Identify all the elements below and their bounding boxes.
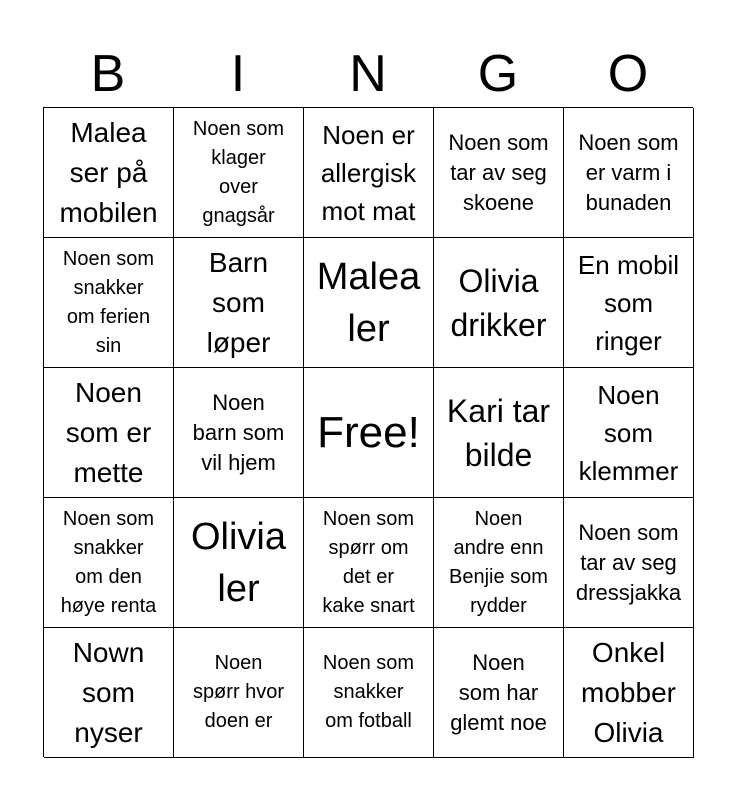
bingo-cell[interactable]: [44, 238, 174, 368]
cell-text: Noen spørr hvor doen er: [192, 652, 285, 732]
bingo-cell[interactable]: [564, 108, 694, 238]
header-letter-g: G: [477, 45, 519, 103]
header-letter-n: N: [349, 45, 387, 103]
bingo-cell[interactable]: [44, 108, 174, 238]
cell-text: Free!: [317, 407, 420, 457]
cell-text: Noen som snakker om ferien sin: [62, 247, 155, 357]
bingo-cell[interactable]: [44, 628, 174, 758]
bingo-cell[interactable]: [174, 108, 304, 238]
bingo-cell[interactable]: [564, 368, 694, 498]
cell-text: Noen som snakker om fotball: [322, 652, 415, 732]
cell-text: Noen barn som vil hjem: [192, 389, 285, 475]
cell-text: Onkel mobber Olivia: [581, 636, 676, 748]
bingo-cell[interactable]: [434, 368, 564, 498]
cell-text: Noen som tar av seg skoene: [448, 129, 549, 215]
bingo-cell[interactable]: [434, 108, 564, 238]
cell-text: En mobil som ringer: [577, 249, 680, 356]
cell-text: Noen er allergisk mot mat: [320, 119, 417, 226]
cell-text: Malea ler: [316, 255, 421, 350]
bingo-cell[interactable]: [174, 368, 304, 498]
cell-text: Nown som nyser: [72, 636, 145, 748]
cell-text: Kari tar bilde: [446, 392, 551, 473]
cell-text: Olivia ler: [190, 515, 287, 610]
bingo-cell[interactable]: [564, 628, 694, 758]
bingo-cell[interactable]: [304, 498, 434, 628]
bingo-cell[interactable]: [44, 368, 174, 498]
cell-text: Olivia drikker: [450, 262, 547, 343]
cell-text: Noen som spørr om det er kake snart: [322, 507, 415, 617]
bingo-grid: [43, 107, 693, 757]
bingo-cell[interactable]: [174, 498, 304, 628]
bingo-cell[interactable]: [564, 238, 694, 368]
header-letter-b: B: [90, 45, 126, 103]
cell-text: Noen som klager over gnagsår: [192, 117, 285, 227]
header-letter-i: I: [230, 45, 246, 103]
cell-text: Barn som løper: [206, 246, 271, 358]
bingo-cell[interactable]: [434, 238, 564, 368]
bingo-cell[interactable]: [434, 628, 564, 758]
free-cell[interactable]: [304, 368, 434, 498]
cell-text: Noen som snakker om den høye renta: [60, 507, 157, 617]
cell-text: Noen som har glemt noe: [450, 649, 547, 735]
cell-text: Noen som tar av seg dressjakka: [575, 519, 682, 605]
bingo-header: [43, 42, 693, 106]
bingo-cell[interactable]: [304, 238, 434, 368]
bingo-cell[interactable]: [44, 498, 174, 628]
bingo-cell[interactable]: [174, 238, 304, 368]
bingo-cell[interactable]: [434, 498, 564, 628]
cell-text: Noen andre enn Benjie som rydder: [449, 507, 548, 617]
bingo-cell[interactable]: [174, 628, 304, 758]
bingo-cell[interactable]: [304, 108, 434, 238]
cell-text: Noen som klemmer: [578, 379, 679, 486]
header-letter-o: O: [607, 45, 649, 103]
cell-text: Malea ser på mobilen: [59, 116, 158, 228]
cell-text: Noen som er mette: [65, 376, 152, 488]
bingo-cell[interactable]: [304, 628, 434, 758]
cell-text: Noen som er varm i bunaden: [578, 129, 679, 215]
bingo-cell[interactable]: [564, 498, 694, 628]
